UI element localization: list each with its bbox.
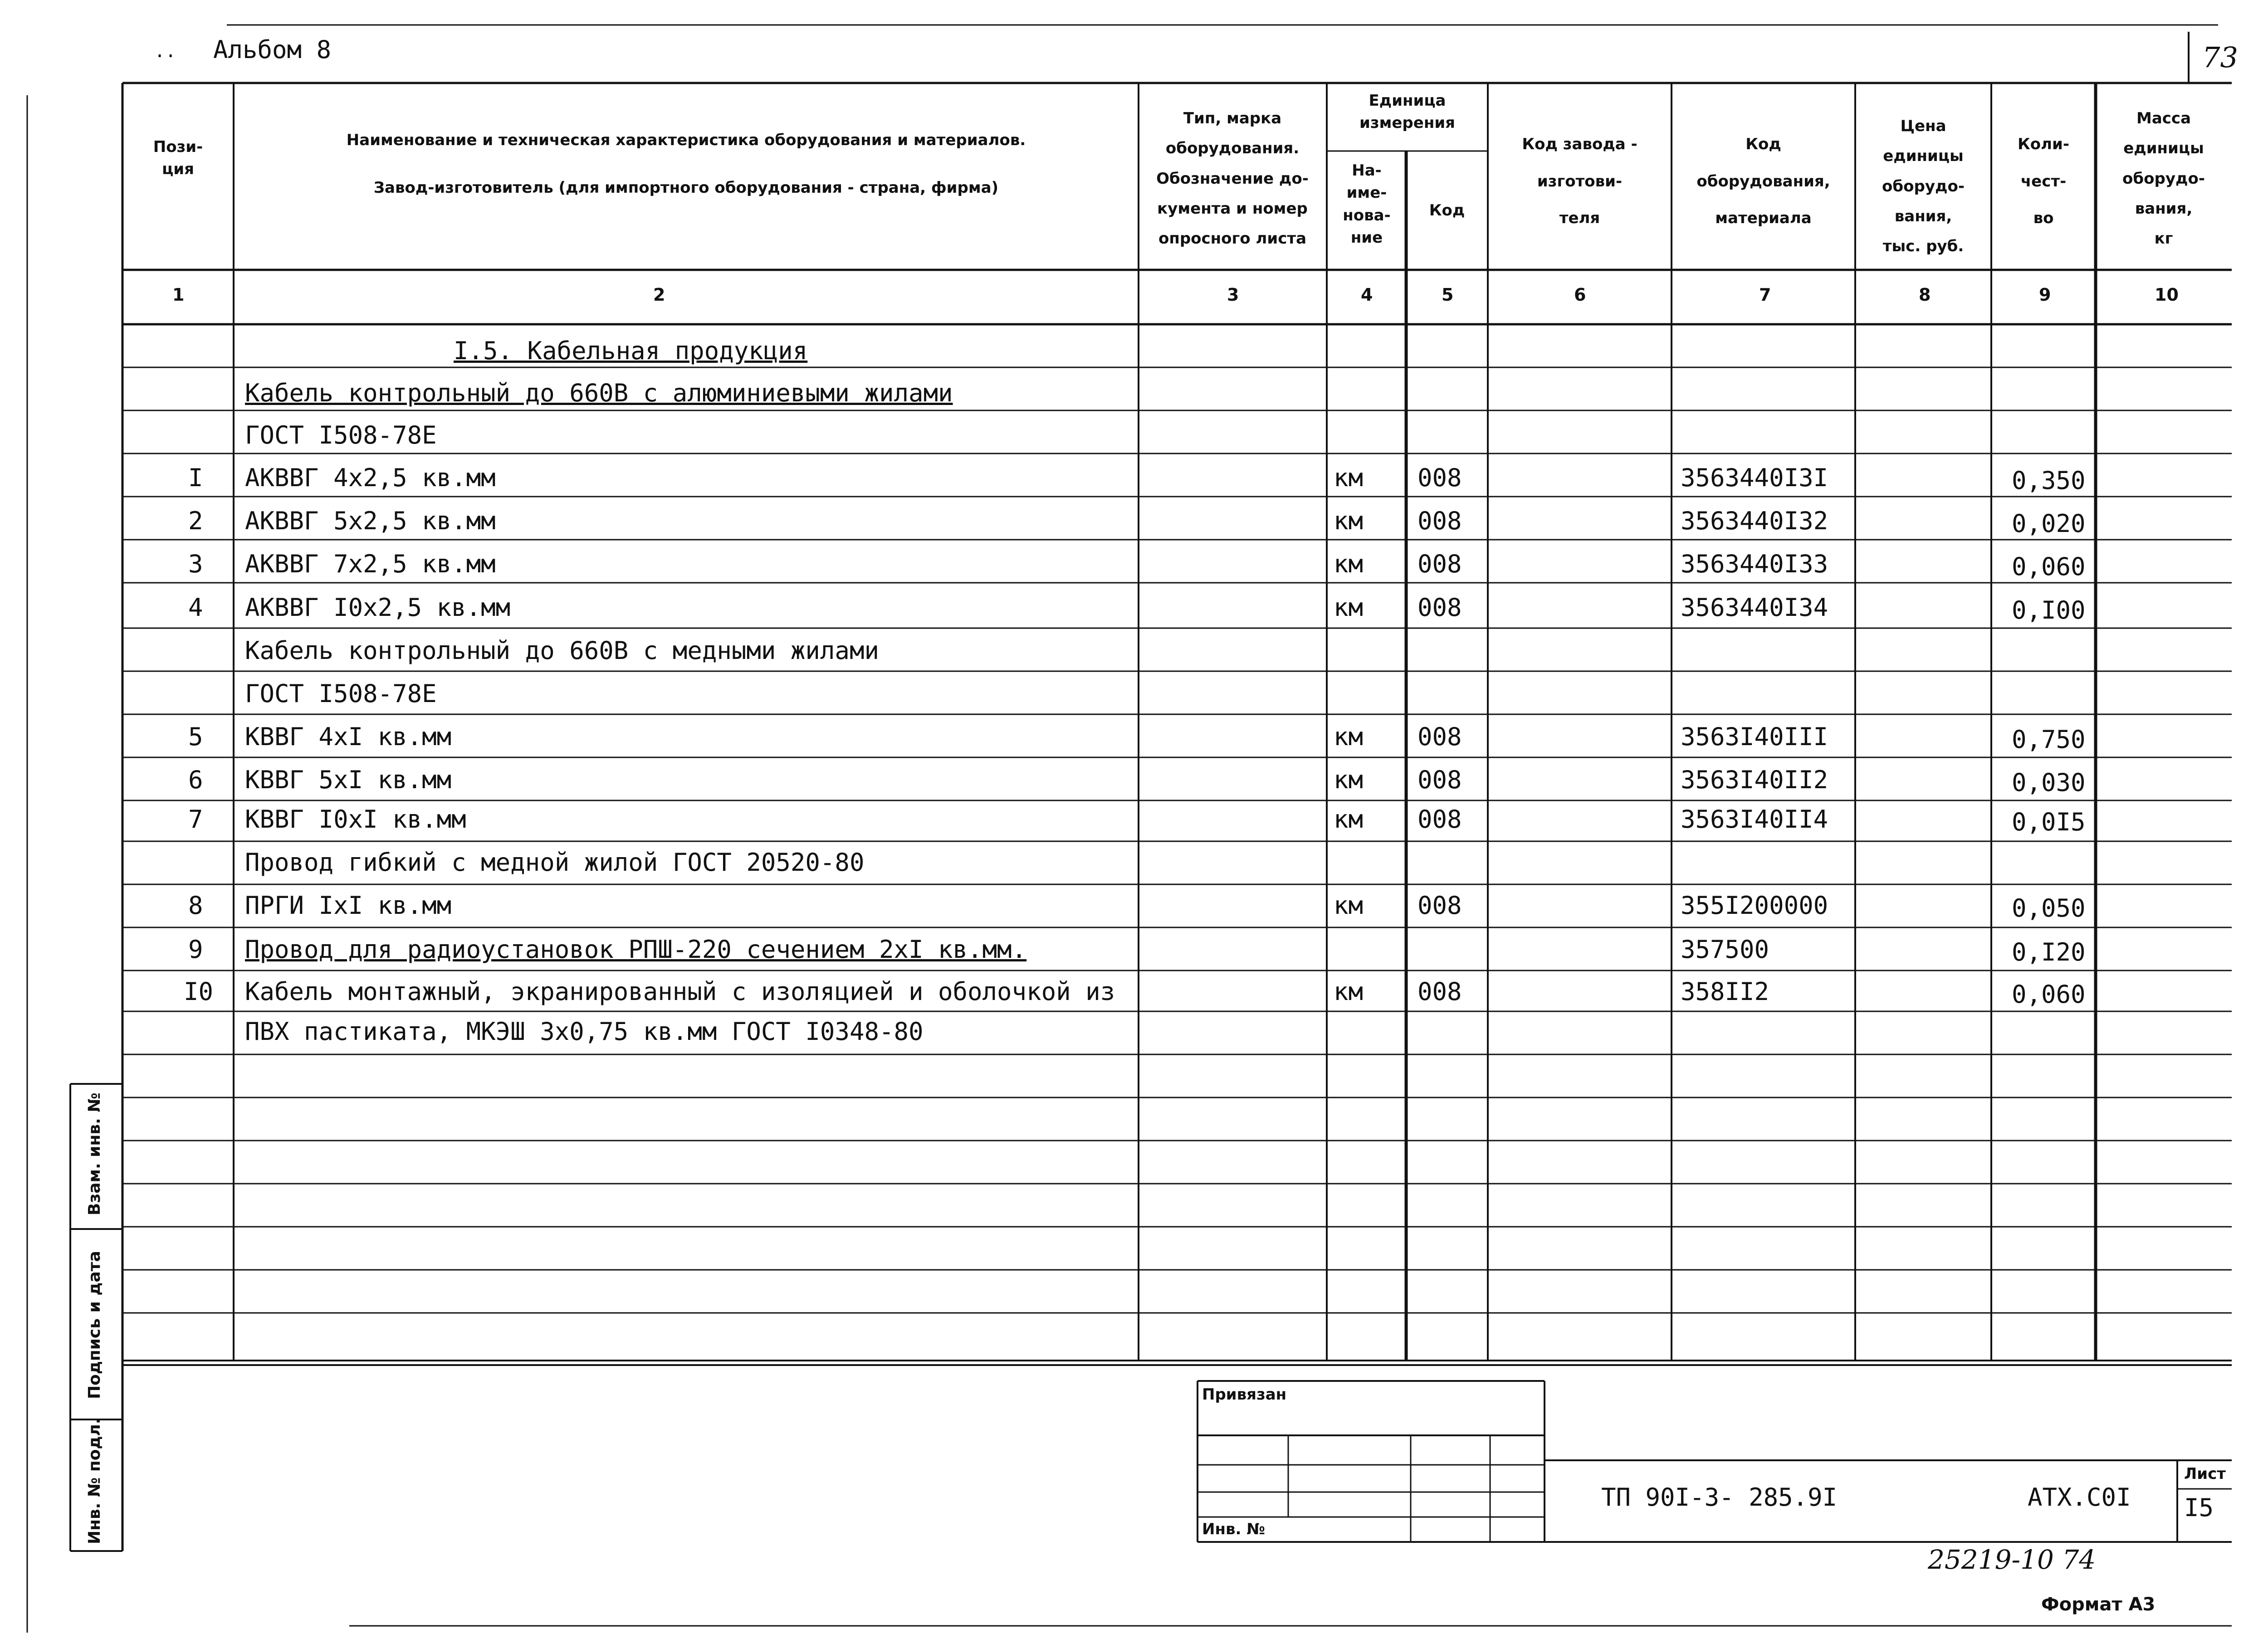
header-name-line1: Наименование и техническая характеристика оборудования и материалов.	[346, 131, 1026, 149]
header-unit-code: Код	[1429, 201, 1465, 219]
row-name: ПВХ пастиката, МКЭШ 3х0,75 кв.мм ГОСТ I0348-80	[245, 1017, 924, 1046]
row-name: КВВГ I0хI кв.мм	[245, 805, 466, 834]
row-unit-code: 008	[1418, 463, 1462, 492]
header-position: Пози- ция	[153, 138, 203, 179]
row-qty: 0,060	[2012, 552, 2086, 581]
album-prefix: ..	[154, 41, 176, 62]
col-number-6: 6	[1574, 285, 1586, 305]
row-code: 3563440I33	[1681, 550, 1828, 578]
col-number-2: 2	[653, 285, 665, 305]
row-code: 3563I40III	[1681, 722, 1828, 751]
format-label: Формат А3	[2041, 1594, 2156, 1615]
col-number-9: 9	[2039, 285, 2051, 305]
row-name: АКВВГ 4х2,5 кв.мм	[245, 463, 496, 492]
row-unit-code: 008	[1418, 507, 1462, 535]
side-label-podpis: Подпись и дата	[85, 1251, 104, 1399]
row-unit-code: 008	[1418, 805, 1462, 834]
doc-mark: АТХ.С0I	[2028, 1483, 2131, 1512]
row-unit: км	[1334, 507, 1364, 535]
row-unit: км	[1334, 805, 1364, 834]
row-pos: 7	[188, 805, 203, 834]
col-number-7: 7	[1759, 285, 1771, 305]
row-unit: км	[1334, 593, 1364, 622]
col-number-5: 5	[1442, 285, 1454, 305]
row-unit-code: 008	[1418, 550, 1462, 578]
row-unit-code: 008	[1418, 722, 1462, 751]
row-code: 357500	[1681, 935, 1769, 964]
row-name: АКВВГ 7х2,5 кв.мм	[245, 550, 496, 578]
row-qty: 0,0I5	[2012, 808, 2086, 836]
row-pos: 2	[188, 507, 203, 535]
row-name: ГОСТ I508-78Е	[245, 679, 437, 708]
side-label-vzam: Взам. инв. №	[85, 1093, 104, 1215]
row-name: ПРГИ IхI кв.мм	[245, 891, 452, 920]
row-qty: 0,350	[2012, 466, 2086, 495]
col-number-1: 1	[172, 285, 185, 305]
row-name: Провод для радиоустановок РПШ-220 сечением 2хI кв.мм.	[245, 935, 1027, 964]
privyazan-label: Привязан	[1202, 1385, 1287, 1404]
row-qty: 0,030	[2012, 768, 2086, 797]
row-name: Кабель контрольный до 660В с алюминиевыми жилами	[245, 379, 953, 407]
row-qty: 0,I00	[2012, 596, 2086, 624]
header-unit-name: На- име- нова- ние	[1343, 161, 1391, 247]
row-pos: 4	[188, 593, 203, 622]
doc-code: ТП 90I-3- 285.9I	[1601, 1483, 1838, 1512]
row-unit-code: 008	[1418, 593, 1462, 622]
sheet-label: Лист	[2184, 1465, 2226, 1483]
col-number-8: 8	[1919, 285, 1931, 305]
row-name: Кабель контрольный до 660В с медными жилами	[245, 636, 879, 665]
row-pos: 9	[188, 935, 203, 964]
row-pos: 5	[188, 722, 203, 751]
row-name: Провод гибкий с медной жилой ГОСТ 20520-80	[245, 848, 865, 877]
row-name: Кабель монтажный, экранированный с изоляцией и оболочкой из	[245, 977, 1115, 1006]
col-number-4: 4	[1361, 285, 1373, 305]
album-label: Альбом 8	[213, 35, 332, 64]
header-price: Цена единицы оборудо- вания, тыс. руб.	[1882, 117, 1965, 256]
row-unit: км	[1334, 722, 1364, 751]
row-pos: 8	[188, 891, 203, 920]
row-pos: I	[188, 463, 203, 492]
row-code: 358II2	[1681, 977, 1769, 1006]
row-unit: км	[1334, 891, 1364, 920]
row-unit: км	[1334, 766, 1364, 794]
row-qty: 0,020	[2012, 509, 2086, 538]
row-code: 3563I40II4	[1681, 805, 1828, 834]
header-mass: Масса единицы оборудо- вания, кг	[2122, 109, 2205, 248]
row-pos: 6	[188, 766, 203, 794]
page-number: 73	[2202, 41, 2238, 74]
header-type: Тип, марка оборудования. Обозначение до- кумента и номер опросного листа	[1156, 109, 1309, 248]
row-qty: 0,060	[2012, 980, 2086, 1009]
col-number-3: 3	[1227, 285, 1239, 305]
row-code: 355I200000	[1681, 891, 1828, 920]
section-title: I.5. Кабельная продукция	[454, 337, 808, 365]
header-name-line2: Завод-изготовитель (для импортного оборудования - страна, фирма)	[373, 179, 999, 197]
row-pos: I0	[184, 977, 214, 1006]
row-name: ГОСТ I508-78Е	[245, 421, 437, 449]
header-equipment-code: Код оборудования, материала	[1696, 135, 1830, 228]
sheet-number: I5	[2184, 1493, 2214, 1522]
side-label-inv-podl: Инв. № подл.	[85, 1418, 104, 1544]
row-name: АКВВГ 5х2,5 кв.мм	[245, 507, 496, 535]
row-unit-code: 008	[1418, 977, 1462, 1006]
row-qty: 0,050	[2012, 894, 2086, 922]
row-qty: 0,I20	[2012, 938, 2086, 966]
row-qty: 0,750	[2012, 725, 2086, 754]
row-unit: км	[1334, 463, 1364, 492]
inv-no-label: Инв. №	[1202, 1520, 1266, 1538]
row-unit-code: 008	[1418, 766, 1462, 794]
header-quantity: Коли- чест- во	[2018, 135, 2069, 228]
header-unit-group: Единица измерения	[1359, 92, 1455, 132]
row-name: КВВГ 4хI кв.мм	[245, 722, 452, 751]
row-code: 3563440I34	[1681, 593, 1828, 622]
row-code: 3563440I32	[1681, 507, 1828, 535]
row-unit: км	[1334, 550, 1364, 578]
row-code: 3563I40II2	[1681, 766, 1828, 794]
row-name: АКВВГ I0х2,5 кв.мм	[245, 593, 511, 622]
row-unit-code: 008	[1418, 891, 1462, 920]
header-plant-code: Код завода - изготови- теля	[1522, 135, 1637, 228]
row-pos: 3	[188, 550, 203, 578]
row-name: КВВГ 5хI кв.мм	[245, 766, 452, 794]
col-number-10: 10	[2155, 285, 2179, 305]
row-code: 3563440I3I	[1681, 463, 1828, 492]
footer-stamp: 25219-10 74	[1928, 1544, 2096, 1575]
row-unit: км	[1334, 977, 1364, 1006]
